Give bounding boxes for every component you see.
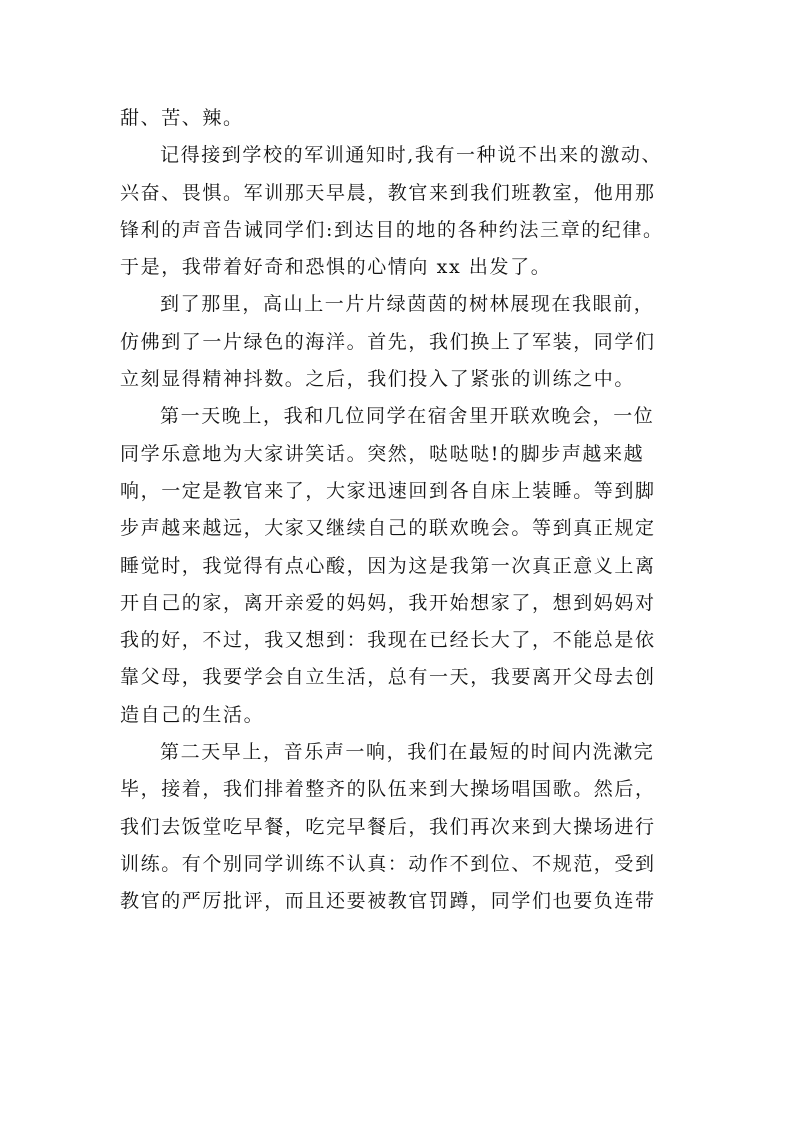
text-line: 仿佛到了一片绿色的海洋。首先，我们换上了军装，同学们 xyxy=(120,330,656,353)
document-body xyxy=(120,100,690,921)
text-line: 响，一定是教官来了，大家迅速回到各自床上装睡。等到脚 xyxy=(120,479,656,502)
text-line: 于是，我带着好奇和恐惧的心情向 xx 出发了。 xyxy=(120,256,552,279)
text-line: 甜、苦、辣。 xyxy=(120,107,244,129)
text-line: 立刻显得精神抖数。之后，我们投入了紧张的训练之中。 xyxy=(120,368,636,391)
text-line: 我们去饭堂吃早餐，吃完早餐后，我们再次来到大操场进行 xyxy=(120,815,656,838)
text-line: 第一天晚上，我和几位同学在宿舍里开联欢晚会，一位 xyxy=(160,405,655,428)
text-line: 步声越来越远，大家又继续自己的联欢晚会。等到真正规定 xyxy=(120,517,656,540)
text-line: 开自己的家，离开亲爱的妈妈，我开始想家了，想到妈妈对 xyxy=(120,591,656,614)
text-line: 靠父母，我要学会自立生活，总有一天，我要离开父母去创 xyxy=(120,666,656,689)
text-line: 第二天早上，音乐声一响，我们在最短的时间内洗漱完 xyxy=(160,741,655,764)
text-line: 记得接到学校的军训通知时,我有一种说不出来的激动、 xyxy=(160,144,663,167)
text-line: 同学乐意地为大家讲笑话。突然，哒哒哒!的脚步声越来越 xyxy=(120,442,645,465)
text-line: 教官的严厉批评，而且还要被教官罚蹲，同学们也要负连带 xyxy=(120,890,656,913)
text-line: 我的好，不过，我又想到：我现在已经长大了，不能总是依 xyxy=(120,629,656,652)
text-line: 造自己的生活。 xyxy=(120,703,265,726)
text-line: 毕，接着，我们排着整齐的队伍来到大操场唱国歌。然后， xyxy=(120,778,656,801)
text-line: 到了那里，高山上一片片绿茵茵的树林展现在我眼前， xyxy=(160,293,655,316)
text-line: 兴奋、畏惧。军训那天早晨，教官来到我们班教室，他用那 xyxy=(120,181,656,204)
text-line: 睡觉时，我觉得有点心酸，因为这是我第一次真正意义上离 xyxy=(120,554,656,577)
text-line: 训练。有个别同学训练不认真：动作不到位、不规范，受到 xyxy=(120,852,656,875)
text-line: 锋利的声音告诫同学们:到达目的地的各种约法三章的纪律。 xyxy=(120,218,664,241)
